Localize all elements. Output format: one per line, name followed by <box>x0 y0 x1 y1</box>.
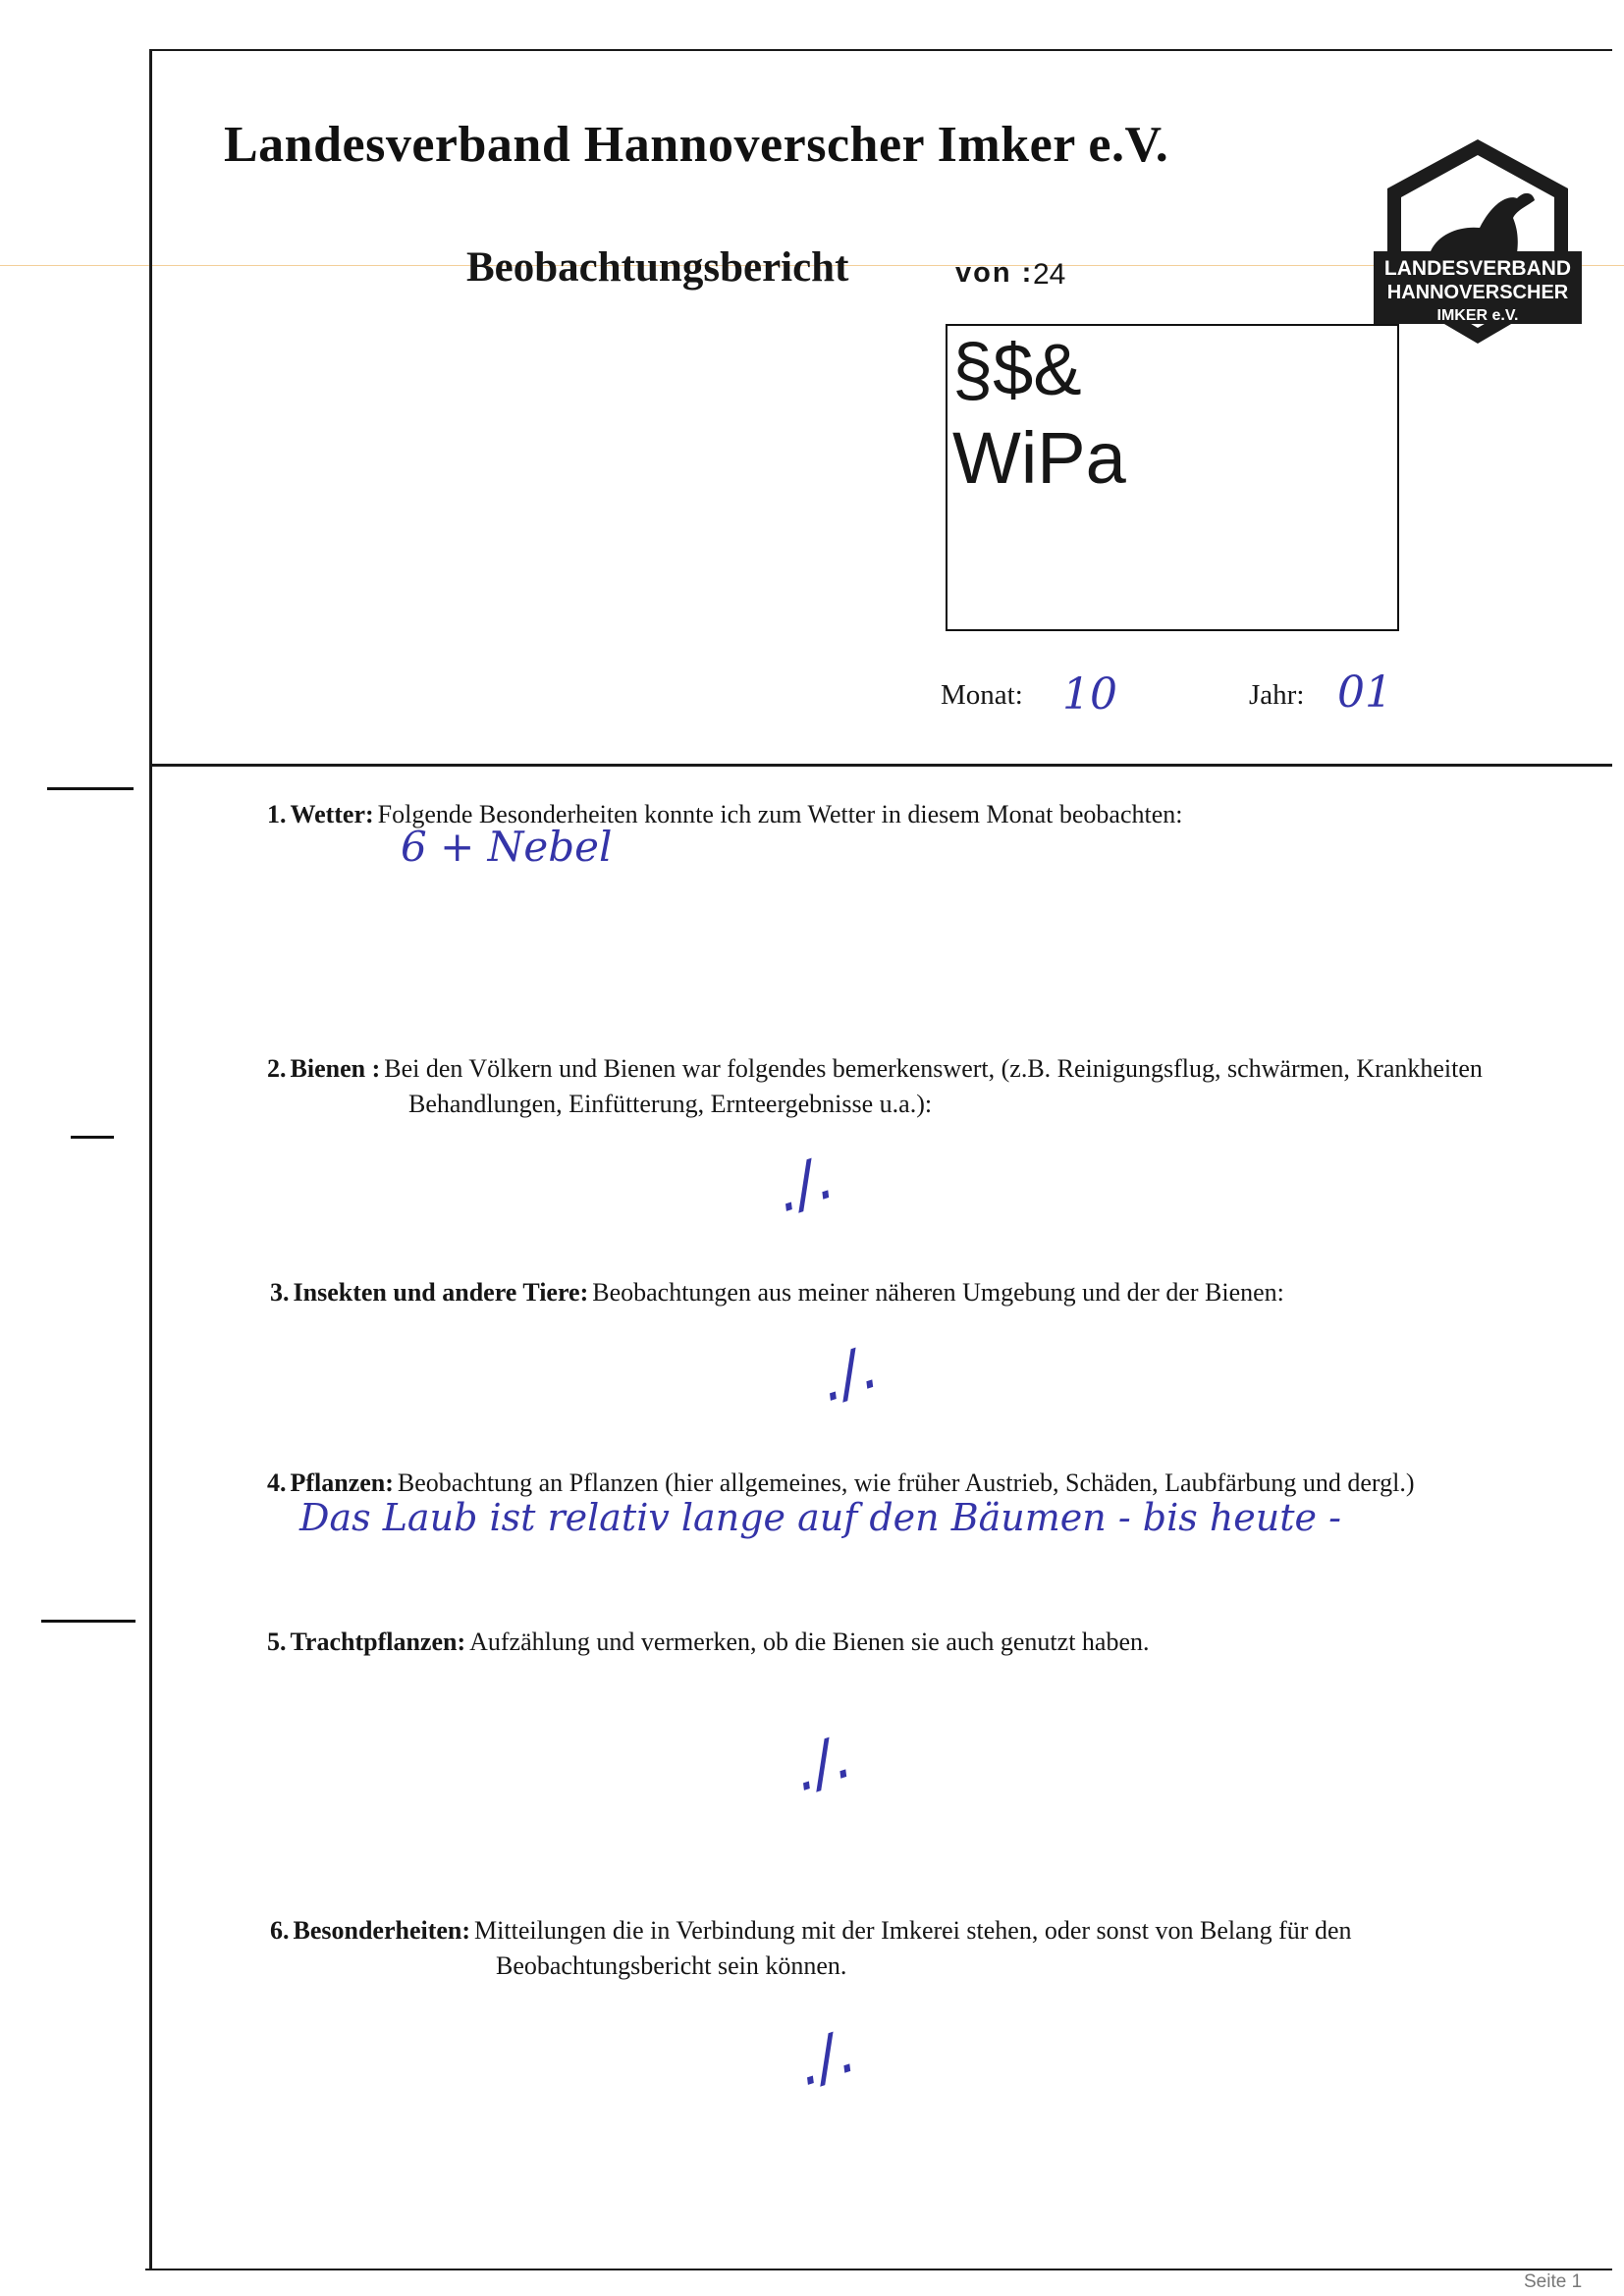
von-value: 24 <box>1033 258 1066 291</box>
section-prompt-continued: Beobachtungsbericht sein können. <box>496 1951 847 1980</box>
logo-text-line2: HANNOVERSCHER <box>1386 282 1569 303</box>
section-prompt: Beobachtung an Pflanzen (hier allgemeines, wie früher Austrieb, Schäden, Laubfärbung und dergl.) <box>397 1468 1415 1497</box>
section-bienen <box>267 1054 1483 1084</box>
section-number: 2. <box>267 1054 287 1083</box>
bienen-answer: ./. <box>766 1143 842 1227</box>
von-label: von : <box>955 257 1034 289</box>
report-title: Beobachtungsbericht <box>466 244 849 291</box>
logo-text-line1: LANDESVERBAND <box>1383 257 1572 280</box>
section-title: Wetter: <box>290 800 374 828</box>
pflanzen-answer: Das Laub ist relativ lange auf den Bäumen - bis heute - <box>299 1496 1341 1539</box>
punch-mark-3 <box>41 1620 135 1623</box>
section-prompt: Aufzählung und vermerken, ob die Bienen sie auch genutzt haben. <box>469 1628 1150 1656</box>
section-title: Insekten und andere Tiere: <box>293 1278 589 1307</box>
sender-id-line1: §$& <box>952 329 1082 410</box>
besonderheiten-answer: ./. <box>787 2016 864 2101</box>
section-prompt-continued: Behandlungen, Einfütterung, Ernteergebnisse u.a.): <box>408 1090 933 1118</box>
section-prompt: Folgende Besonderheiten konnte ich zum Wetter in diesem Monat beobachten: <box>377 800 1183 828</box>
insekten-answer: ./. <box>810 1332 887 1416</box>
section-title: Bienen : <box>290 1054 381 1083</box>
punch-mark-2 <box>71 1136 114 1139</box>
section-title: Besonderheiten: <box>293 1916 471 1945</box>
section-number: 5. <box>267 1628 287 1656</box>
jahr-label: Jahr: <box>1249 679 1305 711</box>
section-besonderheiten <box>270 1916 1352 1946</box>
section-number: 4. <box>267 1468 287 1497</box>
page-frame-top <box>149 49 1612 51</box>
section-title: Pflanzen: <box>290 1468 394 1497</box>
trachtpflanzen-answer: ./. <box>784 1722 860 1806</box>
association-logo-icon <box>1370 135 1586 351</box>
jahr-value: 01 <box>1337 667 1392 718</box>
sender-id-line2: WiPa <box>952 417 1126 499</box>
organization-title: Landesverband Hannoverscher Imker e.V. <box>224 117 1169 173</box>
section-number: 3. <box>270 1278 290 1307</box>
section-prompt: Beobachtungen aus meiner näheren Umgebung und der der Bienen: <box>592 1278 1284 1307</box>
punch-mark-1 <box>47 787 134 790</box>
wetter-answer: 6 + Nebel <box>401 823 613 871</box>
header-divider <box>149 764 1612 767</box>
section-title: Trachtpflanzen: <box>290 1628 466 1656</box>
section-number: 1. <box>267 800 287 828</box>
page-frame-bottom <box>145 2269 1612 2270</box>
section-prompt: Mitteilungen die in Verbindung mit der Imkerei stehen, oder sonst von Belang für den <box>474 1916 1352 1945</box>
page-frame-left <box>149 49 152 2269</box>
monat-label: Monat: <box>941 679 1023 711</box>
section-trachtpflanzen <box>267 1628 1150 1657</box>
monat-value: 10 <box>1062 669 1117 720</box>
section-number: 6. <box>270 1916 290 1945</box>
section-insekten <box>270 1278 1284 1308</box>
section-pflanzen <box>267 1468 1415 1498</box>
page-number: Seite 1 <box>1524 2271 1583 2292</box>
section-prompt: Bei den Völkern und Bienen war folgendes bemerkenswert, (z.B. Reinigungsflug, schwärmen, Krankheiten <box>384 1054 1483 1083</box>
logo-text-line3: IMKER e.V. <box>1436 307 1519 324</box>
